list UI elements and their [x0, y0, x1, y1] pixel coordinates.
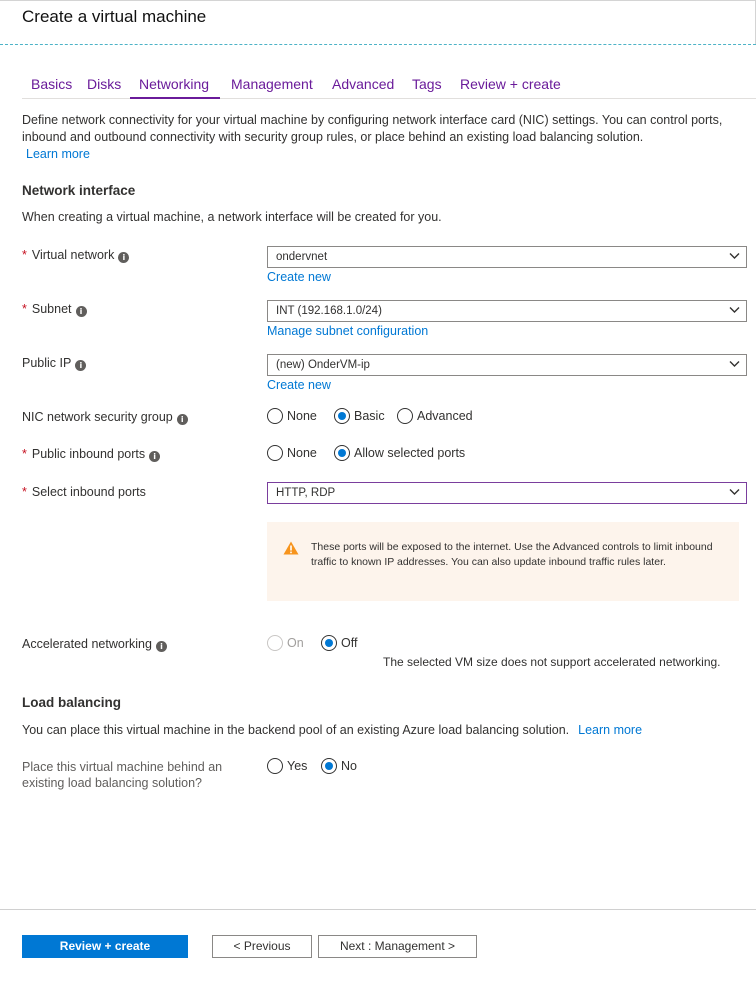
tab-tags[interactable]: Tags	[412, 76, 442, 92]
header-divider	[0, 44, 756, 45]
radio-button[interactable]	[334, 445, 350, 461]
load-balancer-question-label	[22, 759, 222, 791]
required-marker: *	[22, 248, 27, 262]
load-balancing-description	[22, 723, 642, 737]
radio-button[interactable]	[321, 635, 337, 651]
info-icon[interactable]: i	[76, 306, 87, 317]
previous-button[interactable]: < Previous	[212, 935, 312, 958]
tab-networking[interactable]: Networking	[139, 76, 210, 92]
radio-button[interactable]	[321, 758, 337, 774]
public-ip-label	[22, 356, 86, 371]
manage-subnet-link[interactable]: Manage subnet configuration	[267, 324, 429, 338]
info-icon[interactable]: i	[149, 451, 160, 462]
info-icon[interactable]: i	[177, 414, 188, 425]
tab-review-create[interactable]: Review + create	[460, 76, 561, 92]
top-border	[0, 0, 756, 1]
select-ports-value: HTTP, RDP	[276, 487, 336, 499]
select-ports-label	[22, 485, 146, 499]
review-create-button[interactable]: Review + create	[22, 935, 188, 958]
nsg-option-basic[interactable]	[334, 408, 385, 424]
question-line-1: Place this virtual machine behind an	[22, 760, 223, 774]
tab-basics[interactable]: Basics	[31, 76, 73, 92]
lb-option-no[interactable]	[321, 758, 357, 774]
radio-label: Off	[341, 636, 358, 650]
radio-label: On	[287, 636, 304, 650]
subnet-value: INT (192.168.1.0/24)	[276, 305, 382, 317]
next-management-button[interactable]: Next : Management >	[318, 935, 477, 958]
public-ip-label-text: Public IP	[22, 356, 72, 370]
radio-button	[267, 635, 283, 651]
required-marker: *	[22, 302, 27, 316]
subnet-label	[22, 302, 87, 317]
subnet-dropdown[interactable]	[267, 300, 747, 322]
virtual-network-label-text: Virtual network	[31, 248, 115, 262]
footer-divider	[0, 909, 756, 910]
page-title: Create a virtual machine	[22, 7, 207, 26]
radio-label: Yes	[287, 759, 308, 773]
radio-button[interactable]	[397, 408, 413, 424]
public-ip-dropdown[interactable]	[267, 354, 747, 376]
create-new-public-ip-link[interactable]: Create new	[267, 378, 331, 392]
radio-label: None	[287, 409, 317, 423]
required-marker: *	[22, 447, 27, 461]
chevron-down-icon	[729, 252, 740, 260]
accelerated-note: The selected VM size does not support accelerated networking.	[383, 655, 721, 669]
network-interface-heading: Network interface	[22, 183, 136, 198]
radio-button[interactable]	[267, 408, 283, 424]
accelerated-label-text: Accelerated networking	[22, 637, 152, 651]
radio-label: Allow selected ports	[354, 446, 466, 460]
nsg-label	[22, 410, 188, 425]
accelerated-option-on	[267, 635, 304, 651]
nsg-label-text: NIC network security group	[22, 410, 173, 424]
chevron-down-icon	[729, 306, 740, 314]
inbound-ports-label-text: Public inbound ports	[31, 447, 146, 461]
select-ports-dropdown[interactable]	[267, 482, 747, 504]
virtual-network-dropdown[interactable]	[267, 246, 747, 268]
inbound-ports-label	[22, 447, 160, 462]
lb-option-yes[interactable]	[267, 758, 307, 774]
subnet-label-text: Subnet	[31, 302, 72, 316]
intro-learn-more-link[interactable]: Learn more	[26, 147, 90, 161]
info-icon[interactable]: i	[156, 641, 167, 652]
warning-text: These ports will be exposed to the internet. Use the Advanced controls to limit inbound traffic to known IP addresses. You can also update inbound traffic rules later.	[311, 541, 713, 568]
radio-label: None	[287, 446, 317, 460]
network-interface-description: When creating a virtual machine, a network interface will be created for you.	[22, 210, 442, 224]
warning-icon	[283, 541, 299, 555]
info-icon[interactable]: i	[118, 252, 129, 263]
radio-button[interactable]	[334, 408, 350, 424]
inbound-option-none[interactable]	[267, 445, 317, 461]
load-balancing-learn-more-link[interactable]: Learn more	[578, 723, 643, 737]
ports-warning-box	[267, 522, 739, 601]
radio-label: Advanced	[417, 409, 473, 423]
create-new-vnet-link[interactable]: Create new	[267, 270, 331, 284]
virtual-network-value: ondervnet	[276, 251, 328, 263]
select-ports-label-text: Select inbound ports	[31, 485, 146, 499]
radio-button[interactable]	[267, 758, 283, 774]
public-ip-value: (new) OnderVM-ip	[276, 359, 370, 371]
required-marker: *	[22, 485, 27, 499]
radio-label: No	[341, 759, 357, 773]
tab-disks[interactable]: Disks	[87, 76, 122, 92]
info-icon[interactable]: i	[75, 360, 86, 371]
chevron-down-icon	[729, 360, 740, 368]
nsg-option-advanced[interactable]	[397, 408, 473, 424]
accelerated-option-off[interactable]	[321, 635, 357, 651]
accelerated-networking-label	[22, 637, 167, 652]
radio-label: Basic	[354, 409, 385, 423]
intro-text	[22, 112, 734, 163]
load-balancing-description-text: You can place this virtual machine in the backend pool of an existing Azure load balancing solution.	[22, 723, 570, 737]
radio-button[interactable]	[267, 445, 283, 461]
question-line-2: existing load balancing solution?	[22, 776, 202, 790]
chevron-down-icon	[729, 488, 740, 496]
tab-advanced[interactable]: Advanced	[332, 76, 395, 92]
tab-management[interactable]: Management	[231, 76, 313, 92]
virtual-network-label	[22, 248, 129, 263]
inbound-option-allow-selected[interactable]	[334, 445, 465, 461]
load-balancing-heading: Load balancing	[22, 695, 122, 710]
nsg-option-none[interactable]	[267, 408, 317, 424]
intro-description: Define network connectivity for your virtual machine by configuring network interface card (NIC) settings. You can control ports, inbound and outbound connectivity with security group rules, or place behind an existing load balancing solution.	[22, 113, 723, 144]
active-tab-indicator	[130, 97, 220, 99]
